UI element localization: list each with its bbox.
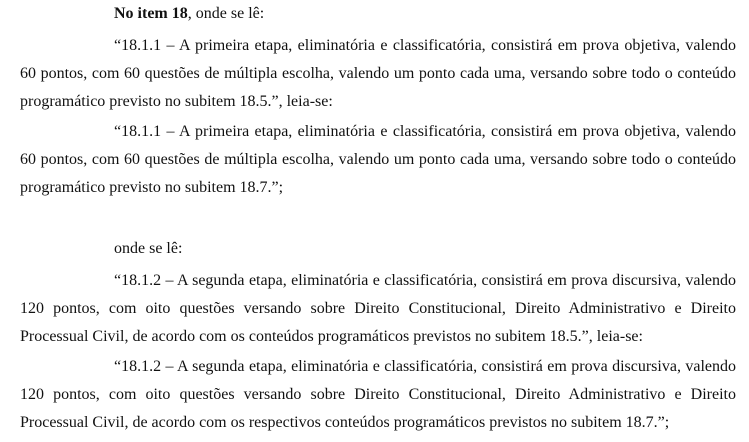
item-18-heading xyxy=(114,2,736,26)
paragraph-18-1-2-corrected-line-3: Processual Civil, de acordo com os respectivos conteúdos programáticos previstos no subitem 18.7.”; xyxy=(20,414,670,431)
paragraph-18-1-2-corrected-line-1: “18.1.2 – A segunda etapa, eliminatória e classificatória, consistirá em prova discursiva, valendo xyxy=(114,358,736,375)
paragraph-18-1-1-corrected-line-2: 60 pontos, com 60 questões de múltipla escolha, valendo um ponto cada uma, versando sobre todo o conteúdo xyxy=(20,151,736,168)
paragraph-18-1-1-original-line-1: “18.1.1 – A primeira etapa, eliminatória e classificatória, consistirá em prova objetiva, valendo xyxy=(114,37,736,54)
paragraph-18-1-1-corrected-line-1: “18.1.1 – A primeira etapa, eliminatória e classificatória, consistirá em prova objetiva, valendo xyxy=(114,123,736,140)
paragraph-18-1-2-original-line-1: “18.1.2 – A segunda etapa, eliminatória e classificatória, consistirá em prova discursiva, valendo xyxy=(114,272,736,289)
paragraph-18-1-1-original-line-2: 60 pontos, com 60 questões de múltipla escolha, valendo um ponto cada uma, versando sobre todo o conteúdo xyxy=(20,65,736,82)
section-2-heading: onde se lê: xyxy=(114,240,183,257)
item-18-label: No item 18 xyxy=(114,5,188,22)
paragraph-18-1-2-original-line-3: Processual Civil, de acordo com os conteúdos programáticos previstos no subitem 18.5.”, leia-se: xyxy=(20,328,643,345)
paragraph-18-1-2-corrected-line-2: 120 pontos, com oito questões versando sobre Direito Constitucional, Direito Administrativo e Direito xyxy=(20,386,736,403)
paragraph-18-1-1-original-line-3: programático previsto no subitem 18.5.”, leia-se: xyxy=(20,93,333,110)
item-18-heading-rest: , onde se lê: xyxy=(187,5,265,22)
paragraph-18-1-1-corrected-line-3: programático previsto no subitem 18.7.”; xyxy=(20,179,284,196)
paragraph-18-1-2-original-line-2: 120 pontos, com oito questões versando sobre Direito Constitucional, Direito Administrativo e Direito xyxy=(20,300,736,317)
